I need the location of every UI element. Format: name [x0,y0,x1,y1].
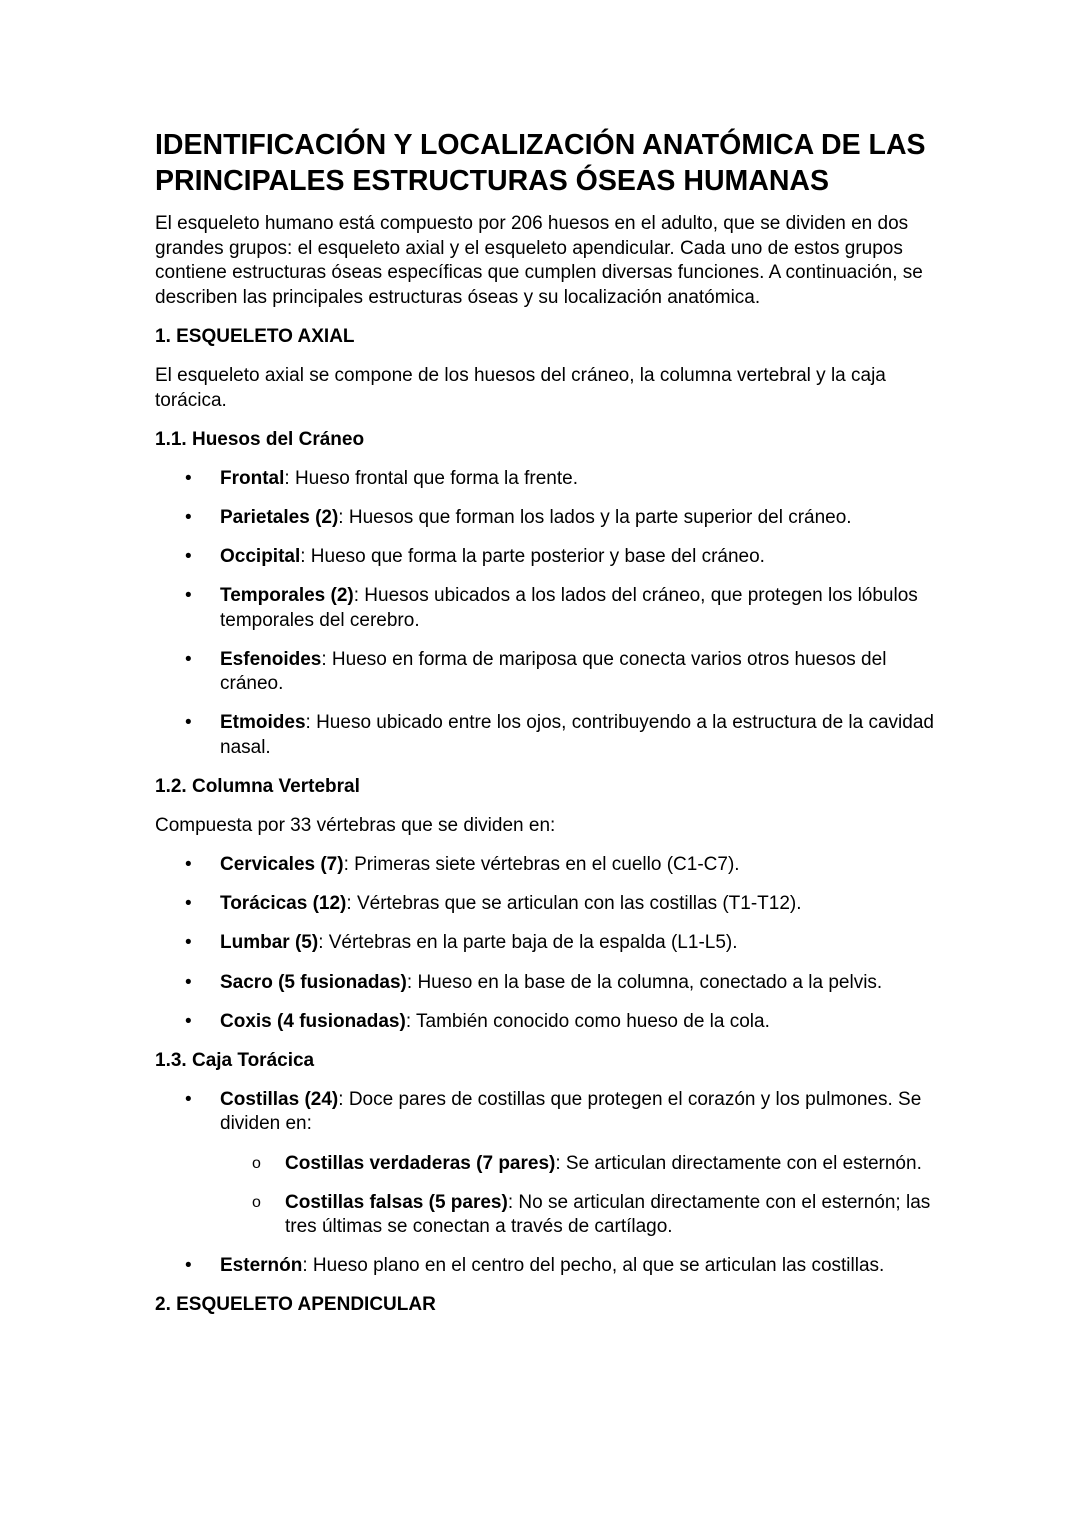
section-heading-apendicular: 2. ESQUELETO APENDICULAR [155,1294,436,1316]
description: : Se articulan directamente con el esternón. [555,1152,922,1174]
list-item [155,506,935,531]
intro-paragraph: El esqueleto humano está compuesto por 206 huesos en el adulto, que se dividen en dos grandes grupos: el esqueleto axial y el esqueleto apendicular. Cada uno de estos grupos contiene estructuras óseas específicas que cumplen diversas funciones. A continuación, se describen las principales estructuras óseas y su localización anatómica. [155,213,923,308]
bullet-icon: • [185,854,192,876]
bullet-icon: • [185,648,192,670]
sub-list-item [220,1152,935,1177]
circle-bullet-icon: o [252,1154,261,1172]
caja-list [155,1088,935,1279]
list-item [155,584,935,633]
list-item [155,931,935,956]
description: : Primeras siete vértebras en el cuello (C1-C7). [343,854,740,876]
list-item [155,711,935,760]
description: : Huesos que forman los lados y la parte superior del cráneo. [338,506,852,528]
bullet-icon: • [185,971,192,993]
term: Costillas (24) [220,1088,339,1110]
description: : Hueso que forma la parte posterior y base del cráneo. [300,545,765,567]
axial-intro: El esqueleto axial se compone de los huesos del cráneo, la columna vertebral y la caja torácica. [155,364,886,411]
document-page [155,127,935,1333]
description: : Vértebras en la parte baja de la espalda (L1-L5). [318,932,738,954]
term: Coxis (4 fusionadas) [220,1010,406,1032]
term: Esternón [220,1255,303,1277]
bullet-icon: • [185,467,192,489]
costillas-sublist [220,1152,935,1240]
term: Temporales (2) [220,585,354,607]
subsection-heading-caja: 1.3. Caja Torácica [155,1049,315,1071]
craneo-list [155,467,935,761]
bullet-icon: • [185,545,192,567]
term: Parietales (2) [220,506,339,528]
bullet-icon: • [185,932,192,954]
term: Torácicas (12) [220,893,347,915]
description: : También conocido como hueso de la cola. [405,1010,770,1032]
list-item [155,467,935,492]
term: Costillas verdaderas (7 pares) [285,1152,556,1174]
bullet-icon: • [185,712,192,734]
list-item [155,971,935,996]
bullet-icon: • [185,1255,192,1277]
description: : Hueso en la base de la columna, conectado a la pelvis. [406,971,883,993]
columna-list [155,853,935,1034]
term: Etmoides [220,712,306,734]
description: : Doce pares de costillas que protegen el corazón y los pulmones. Se dividen en: [220,1088,922,1135]
sub-list-item [220,1191,935,1240]
term: Costillas falsas (5 pares) [285,1191,508,1213]
description: : Hueso plano en el centro del pecho, al que se articulan las costillas. [302,1255,885,1277]
subsection-heading-columna: 1.2. Columna Vertebral [155,776,360,798]
list-item [155,1254,935,1279]
bullet-icon: • [185,1010,192,1032]
list-item [155,648,935,697]
term: Lumbar (5) [220,932,319,954]
circle-bullet-icon: o [252,1193,261,1211]
list-item [155,1088,935,1240]
bullet-icon: • [185,585,192,607]
list-item [155,853,935,878]
bullet-icon: • [185,893,192,915]
description: : Hueso ubicado entre los ojos, contribuyendo a la estructura de la cavidad nasal. [220,712,934,758]
list-item [155,545,935,570]
term: Sacro (5 fusionadas) [220,971,407,993]
term: Frontal [220,467,285,489]
description: : Hueso frontal que forma la frente. [284,467,578,489]
section-heading-axial: 1. ESQUELETO AXIAL [155,325,355,347]
description: : Huesos ubicados a los lados del cráneo, que protegen los lóbulos temporales del cerebro. [220,585,918,631]
term: Occipital [220,545,301,567]
columna-intro: Compuesta por 33 vértebras que se dividen en: [155,815,556,837]
description: : No se articulan directamente con el esternón; las tres últimas se conectan a través de cartílago. [285,1191,931,1238]
bullet-icon: • [185,506,192,528]
list-item [155,892,935,917]
term: Cervicales (7) [220,854,344,876]
bullet-icon: • [185,1088,192,1110]
description: : Vértebras que se articulan con las costillas (T1-T12). [346,893,802,915]
list-item [155,1010,935,1035]
term: Esfenoides [220,648,322,670]
document-title: IDENTIFICACIÓN Y LOCALIZACIÓN ANATÓMICA DE LAS PRINCIPALES ESTRUCTURAS ÓSEAS HUMANAS [155,129,926,197]
subsection-heading-craneo: 1.1. Huesos del Cráneo [155,428,365,450]
description: : Hueso en forma de mariposa que conecta varios otros huesos del cráneo. [220,648,887,695]
